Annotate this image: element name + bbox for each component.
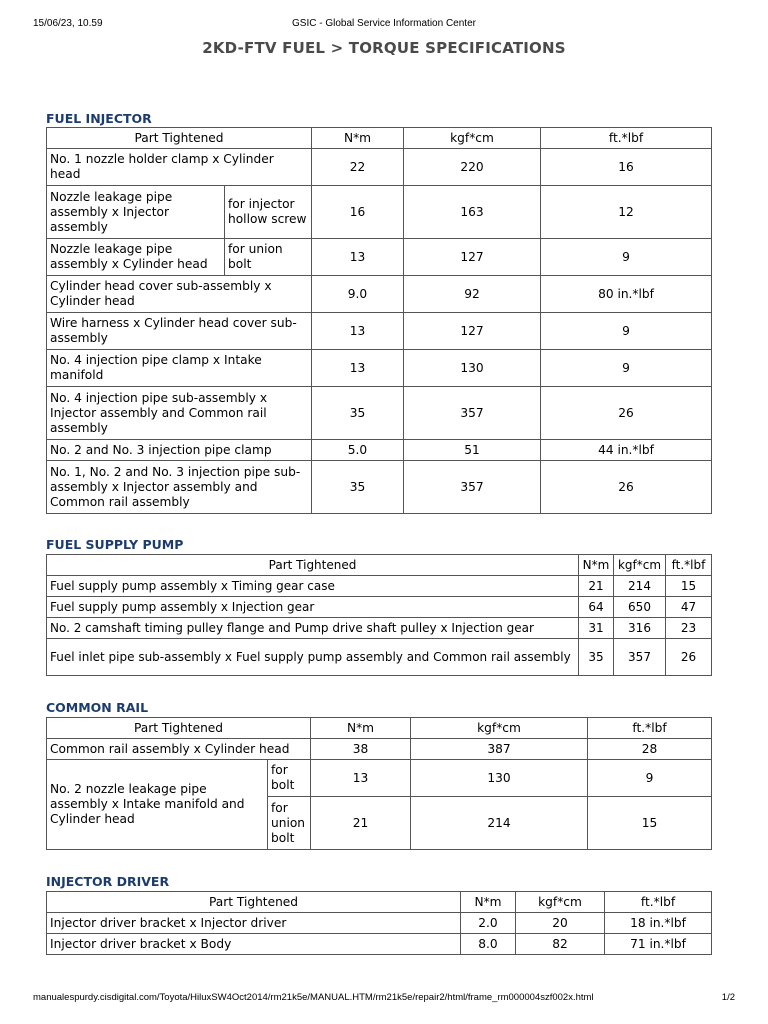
- nm-cell: 31: [579, 618, 614, 639]
- part-cell: No. 1 nozzle holder clamp x Cylinder head: [47, 149, 312, 186]
- sub-part-cell: for injector hollow screw: [225, 186, 312, 239]
- nm-cell: 9.0: [312, 276, 404, 313]
- ft-cell: 9: [541, 239, 712, 276]
- table-header-row: [47, 892, 712, 913]
- kgf-cell: 357: [614, 639, 666, 676]
- kgf-cell: 51: [404, 440, 541, 461]
- part-cell: No. 2 camshaft timing pulley flange and Pump drive shaft pulley x Injection gear: [47, 618, 579, 639]
- kgf-cell: 127: [404, 239, 541, 276]
- table-row: [47, 597, 712, 618]
- col-header-part: Part Tightened: [47, 892, 461, 913]
- kgf-cell: 130: [404, 350, 541, 387]
- table-row: [47, 461, 712, 514]
- col-header-kgf: kgf*cm: [404, 128, 541, 149]
- nm-cell: 21: [579, 576, 614, 597]
- table-row: [47, 239, 712, 276]
- ft-cell: 9: [588, 760, 712, 797]
- part-cell: No. 1, No. 2 and No. 3 injection pipe sub-assembly x Injector assembly and Common rail assembly: [47, 461, 312, 514]
- ft-cell: 12: [541, 186, 712, 239]
- injector-driver-table: [46, 891, 712, 955]
- ft-cell: 15: [666, 576, 712, 597]
- table-row: [47, 149, 712, 186]
- table-row: [47, 313, 712, 350]
- table-row: [47, 440, 712, 461]
- fuel-injector-table: [46, 127, 712, 514]
- ft-cell: 9: [541, 313, 712, 350]
- print-date: 15/06/23, 10.59: [33, 18, 103, 29]
- fuel-supply-pump-table: [46, 554, 712, 676]
- kgf-cell: 214: [411, 797, 588, 850]
- col-header-kgf: kgf*cm: [614, 555, 666, 576]
- sub-part-cell: for bolt: [268, 760, 311, 797]
- common-rail-table: [46, 717, 712, 850]
- nm-cell: 22: [312, 149, 404, 186]
- kgf-cell: 130: [411, 760, 588, 797]
- section-title-fuel-supply-pump: FUEL SUPPLY PUMP: [46, 537, 184, 552]
- part-cell: No. 2 and No. 3 injection pipe clamp: [47, 440, 312, 461]
- ft-cell: 28: [588, 739, 712, 760]
- sub-part-cell: for union bolt: [268, 797, 311, 850]
- part-cell: Fuel inlet pipe sub-assembly x Fuel supply pump assembly and Common rail assembly: [47, 639, 579, 676]
- ft-cell: 9: [541, 350, 712, 387]
- part-cell: Nozzle leakage pipe assembly x Cylinder head: [47, 239, 225, 276]
- part-cell: Cylinder head cover sub-assembly x Cylinder head: [47, 276, 312, 313]
- part-cell: Injector driver bracket x Body: [47, 934, 461, 955]
- kgf-cell: 387: [411, 739, 588, 760]
- kgf-cell: 163: [404, 186, 541, 239]
- nm-cell: 16: [312, 186, 404, 239]
- col-header-part: Part Tightened: [47, 555, 579, 576]
- kgf-cell: 357: [404, 461, 541, 514]
- table-row: [47, 618, 712, 639]
- nm-cell: 21: [311, 797, 411, 850]
- print-footer: [33, 992, 735, 1006]
- part-cell: Fuel supply pump assembly x Injection gear: [47, 597, 579, 618]
- part-cell: No. 4 injection pipe sub-assembly x Injector assembly and Common rail assembly: [47, 387, 312, 440]
- col-header-kgf: kgf*cm: [516, 892, 605, 913]
- section-title-fuel-injector: FUEL INJECTOR: [46, 111, 152, 126]
- col-header-nm: N*m: [312, 128, 404, 149]
- table-row: [47, 387, 712, 440]
- col-header-kgf: kgf*cm: [411, 718, 588, 739]
- nm-cell: 8.0: [461, 934, 516, 955]
- nm-cell: 35: [312, 461, 404, 514]
- part-cell: Nozzle leakage pipe assembly x Injector assembly: [47, 186, 225, 239]
- nm-cell: 38: [311, 739, 411, 760]
- ft-cell: 80 in.*lbf: [541, 276, 712, 313]
- kgf-cell: 357: [404, 387, 541, 440]
- ft-cell: 18 in.*lbf: [605, 913, 712, 934]
- ft-cell: 15: [588, 797, 712, 850]
- section-title-injector-driver: INJECTOR DRIVER: [46, 874, 170, 889]
- part-cell: Fuel supply pump assembly x Timing gear case: [47, 576, 579, 597]
- col-header-nm: N*m: [311, 718, 411, 739]
- col-header-part: Part Tightened: [47, 128, 312, 149]
- table-header-row: [47, 555, 712, 576]
- table-row: [47, 639, 712, 676]
- col-header-ft: ft.*lbf: [605, 892, 712, 913]
- table-row: [47, 350, 712, 387]
- part-cell: Wire harness x Cylinder head cover sub-assembly: [47, 313, 312, 350]
- part-cell: Common rail assembly x Cylinder head: [47, 739, 311, 760]
- table-row: [47, 913, 712, 934]
- nm-cell: 13: [312, 350, 404, 387]
- ft-cell: 26: [541, 387, 712, 440]
- col-header-nm: N*m: [461, 892, 516, 913]
- section-title-common-rail: COMMON RAIL: [46, 700, 149, 715]
- part-cell: No. 2 nozzle leakage pipe assembly x Intake manifold and Cylinder head: [47, 760, 268, 850]
- table-row: [47, 934, 712, 955]
- ft-cell: 44 in.*lbf: [541, 440, 712, 461]
- footer-page-number: 1/2: [721, 992, 735, 1003]
- col-header-ft: ft.*lbf: [541, 128, 712, 149]
- ft-cell: 71 in.*lbf: [605, 934, 712, 955]
- table-header-row: [47, 128, 712, 149]
- nm-cell: 64: [579, 597, 614, 618]
- print-site-title: GSIC - Global Service Information Center: [292, 18, 476, 29]
- table-row: [47, 760, 712, 797]
- nm-cell: 5.0: [312, 440, 404, 461]
- table-row: [47, 186, 712, 239]
- ft-cell: 23: [666, 618, 712, 639]
- print-header: [33, 18, 735, 32]
- kgf-cell: 214: [614, 576, 666, 597]
- col-header-nm: N*m: [579, 555, 614, 576]
- nm-cell: 13: [312, 313, 404, 350]
- kgf-cell: 316: [614, 618, 666, 639]
- kgf-cell: 127: [404, 313, 541, 350]
- nm-cell: 35: [579, 639, 614, 676]
- col-header-ft: ft.*lbf: [666, 555, 712, 576]
- col-header-part: Part Tightened: [47, 718, 311, 739]
- table-row: [47, 576, 712, 597]
- footer-url: manualespurdy.cisdigital.com/Toyota/HiluxSW4Oct2014/rm21k5e/MANUAL.HTM/rm21k5e/repair2/html/frame_rm000004szf002x.html: [33, 992, 594, 1003]
- table-row: [47, 276, 712, 313]
- kgf-cell: 82: [516, 934, 605, 955]
- kgf-cell: 650: [614, 597, 666, 618]
- kgf-cell: 20: [516, 913, 605, 934]
- col-header-ft: ft.*lbf: [588, 718, 712, 739]
- table-header-row: [47, 718, 712, 739]
- nm-cell: 35: [312, 387, 404, 440]
- nm-cell: 13: [312, 239, 404, 276]
- sub-part-cell: for union bolt: [225, 239, 312, 276]
- ft-cell: 47: [666, 597, 712, 618]
- table-row: [47, 739, 712, 760]
- ft-cell: 16: [541, 149, 712, 186]
- nm-cell: 2.0: [461, 913, 516, 934]
- ft-cell: 26: [541, 461, 712, 514]
- part-cell: No. 4 injection pipe clamp x Intake manifold: [47, 350, 312, 387]
- page-title: 2KD-FTV FUEL > TORQUE SPECIFICATIONS: [202, 39, 566, 57]
- nm-cell: 13: [311, 760, 411, 797]
- part-cell: Injector driver bracket x Injector driver: [47, 913, 461, 934]
- kgf-cell: 92: [404, 276, 541, 313]
- ft-cell: 26: [666, 639, 712, 676]
- kgf-cell: 220: [404, 149, 541, 186]
